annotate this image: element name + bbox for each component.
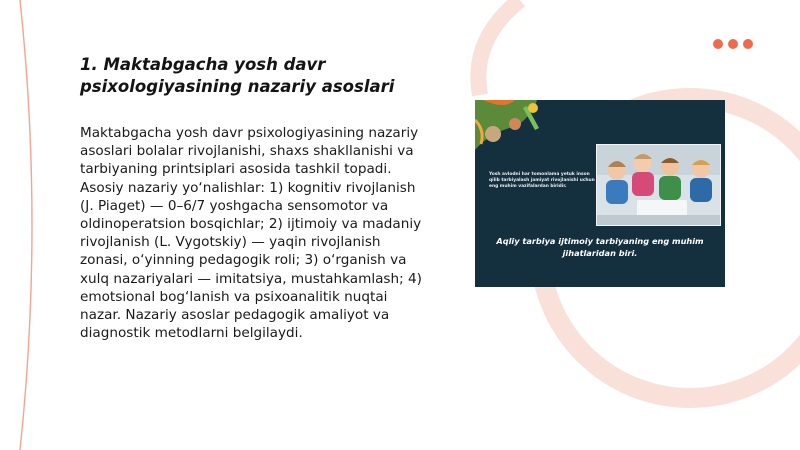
children-photo-art <box>597 145 721 226</box>
image-caption: Aqliy tarbiya ijtimoiy tarbiyaning eng muhim jihatlaridan biri. <box>496 236 704 258</box>
dot <box>713 39 723 49</box>
dot <box>743 39 753 49</box>
dot <box>728 39 738 49</box>
slide-body-text: Maktabgacha yosh davr psixologiyasining nazariy asoslari bolalar rivojlanishi, shaxs shakllanishi va tarbiyaning printsiplari asosida tashkil topadi. Asosiy nazariy yo‘nalishlar: 1) kognitiv rivojlanish (J. Piaget) — 0–6/7 yoshgacha sensomotor va oldinoperatsion bosqichlar; 2) ijtimoiy va madaniy rivojlanish (L. Vygotskiy) — yaqin rivojlanish zonasi, o‘yinning pedagogik roli; 3) o‘rganish va xulq nazariyalari — imitatsiya, mustahkamlash; 4) emotsional bog‘lanish va psixoanalitik nuqtai nazar. Nazariy asoslar pedagogik amaliyot va diagnostik metodlarni belgilaydi. <box>80 125 422 342</box>
decorative-dots-icon <box>713 39 753 49</box>
panel-small-text: Yosh avlodni har tomonlama yetuk inson qilib tarbiyalash jamiyat rivojlanishi uchun eng muhim vazifalardan biridir. <box>489 172 595 189</box>
slide-title: 1. Maktabgacha yosh davr psixologiyasining nazariy asoslari <box>80 55 395 96</box>
children-photo <box>596 144 721 226</box>
illustration-image <box>475 100 725 287</box>
